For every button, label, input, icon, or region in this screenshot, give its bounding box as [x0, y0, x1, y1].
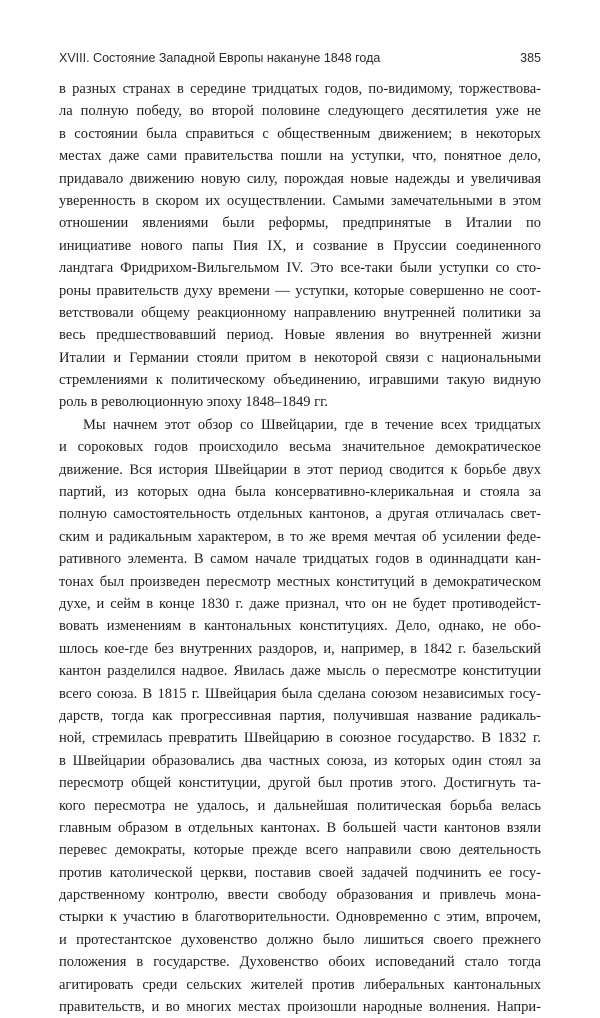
text-line: положения в государстве. Духовенство обоих исповеданий стало тогда — [59, 954, 541, 971]
text-line: партий, из которых одна была консервативно-клерикальная и стояла за — [59, 484, 541, 501]
text-line: ла полную победу, во второй половине следующего десятилетия уже не — [59, 103, 541, 120]
text-line: движение. Вся история Швейцарии в этот период сводится к борьбе двух — [59, 461, 541, 478]
text-line: пересмотр общей конституции, другой был против этого. Достигнуть та- — [59, 775, 541, 792]
text-line: дарственному контролю, ввести свободу образования и привлечь мона- — [59, 887, 541, 904]
text-line: уверенность в скором их осуществлении. Самыми замечательными в этом — [59, 192, 541, 209]
text-line: правительств, и во многих местах произошли народные волнения. Напри- — [59, 999, 541, 1016]
text-line: ной, стремилась превратить Швейцарию в союзное государство. В 1832 г. — [59, 730, 541, 747]
chapter-title: XVIII. Состояние Западной Европы накануне 1848 года — [59, 51, 381, 65]
text-line: роль в революционную эпоху 1848–1849 гг. — [59, 394, 329, 411]
text-line: в состоянии была справиться с общественным движением; в некоторых — [59, 125, 541, 142]
paragraph-1 — [59, 78, 541, 414]
text-line: стырки к участию в благотворительности. Одновременно с этим, впрочем, — [59, 909, 541, 926]
text-line: тонах был произведен пересмотр местных конституций в демократическом — [59, 573, 541, 590]
text-line: всего союза. В 1815 г. Швейцария была сделана союзом независимых госу- — [59, 685, 541, 702]
page-number: 385 — [520, 51, 541, 65]
text-line: в Швейцарии образовались два частных союза, из которых один стоял за — [59, 752, 541, 769]
text-line: и сороковых годов происходило весьма значительное демократическое — [59, 439, 541, 456]
running-head — [59, 51, 541, 71]
text-line: кантон разделился надвое. Явилась даже мысль о пересмотре конституции — [59, 663, 541, 680]
text-line: кого пересмотра не удалось, и дальнейшая политическая борьба велась — [59, 797, 541, 814]
text-line: и протестантское духовенство должно было лишиться своего прежнего — [59, 931, 541, 948]
text-line: ративного элемента. В самом начале тридцатых годов в одиннадцати кан- — [59, 551, 541, 568]
body-text — [59, 78, 541, 1018]
text-line: Мы начнем этот обзор со Швейцарии, где в течение всех тридцатых — [83, 416, 541, 433]
text-line: весь предшествовавший период. Новые явления во внутренней жизни — [59, 327, 541, 344]
text-line: отношении явлениями были реформы, предпринятые в Италии по — [59, 215, 541, 232]
text-line: местах даже сами правительства пошли на уступки, что, понятное дело, — [59, 148, 541, 165]
text-line: инициативе нового папы Пия IX, и созвание в Пруссии соединенного — [59, 237, 541, 254]
text-line: стремлениями к политическому объединению, игравшими такую видную — [59, 372, 541, 389]
text-line: ландтага Фридрихом-Вильгельмом IV. Это все-таки были уступки со сто- — [59, 260, 541, 277]
text-line: придавало движению новую силу, порождая новые надежды и увеличивая — [59, 170, 541, 187]
text-line: агитировать среди сельских жителей против либеральных кантональных — [59, 976, 541, 993]
text-line: главным образом в отдельных кантонах. В большей части кантонов взяли — [59, 819, 541, 836]
text-line: духе, и сейм в конце 1830 г. даже признал, что он не будет противодейст- — [59, 595, 541, 612]
text-line: ветствовали общему реакционному направлению внутренней политики за — [59, 304, 541, 321]
text-line: вовать изменениям в кантональных конституциях. Дело, однако, не обо- — [59, 618, 541, 635]
text-line: против католической церкви, поставив своей задачей подчинить ее госу- — [59, 864, 541, 881]
text-line: дарств, тогда как прогрессивная партия, получившая название радикаль- — [59, 707, 541, 724]
paragraph-2 — [59, 414, 541, 1018]
text-line: полную самостоятельность отдельных кантонов, а другая отличалась свет- — [59, 506, 541, 523]
text-line: перевес демократы, которые прежде всего направили свою деятельность — [59, 842, 541, 859]
text-line: ским и радикальным характером, в то же время мечтая об усилении феде- — [59, 528, 541, 545]
text-line: шлось кое-где без внутренних раздоров, и, например, в 1842 г. базельский — [59, 640, 541, 657]
text-line: Италии и Германии стояли притом в некоторой связи с национальными — [59, 349, 541, 366]
text-line: роны правительств духу времени — уступки, которые совершенно не соот- — [59, 282, 541, 299]
text-line: в разных странах в середине тридцатых годов, по-видимому, торжествова- — [59, 81, 541, 97]
